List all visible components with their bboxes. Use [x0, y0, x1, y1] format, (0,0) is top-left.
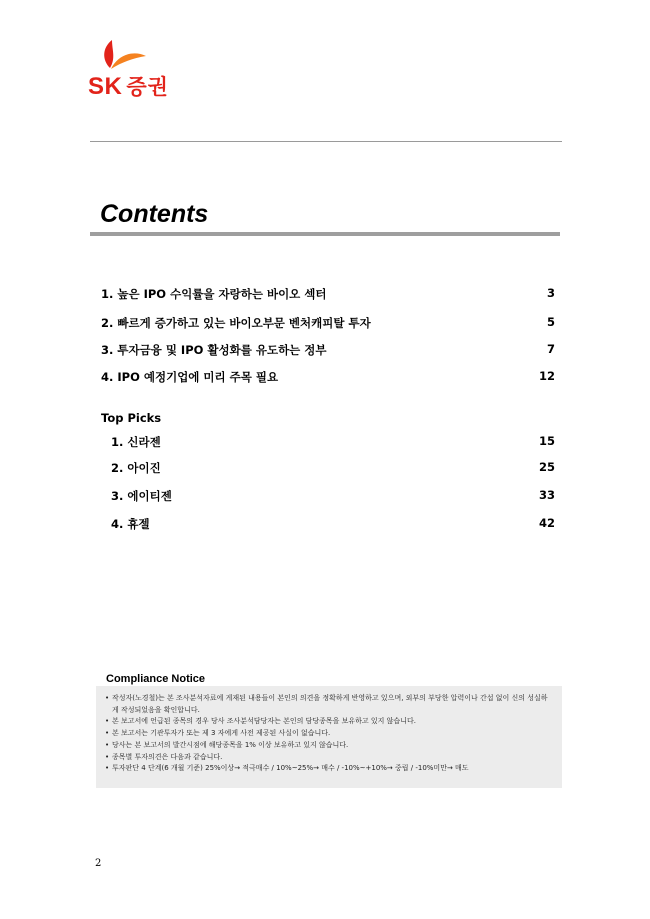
toc-item[interactable] [101, 342, 555, 358]
toc-item-page: 12 [538, 369, 555, 383]
toc-item[interactable] [101, 286, 555, 302]
title-underline [90, 232, 560, 236]
top-pick-page: 33 [538, 488, 555, 502]
sk-logo [88, 38, 188, 100]
header-divider [90, 141, 562, 142]
top-pick-page: 42 [538, 516, 555, 530]
top-pick-label: 1. 신라젠 [111, 435, 161, 449]
top-pick-label: 4. 휴젤 [111, 517, 150, 531]
compliance-title: Compliance Notice [106, 673, 206, 685]
compliance-notice-box [96, 686, 562, 788]
toc-item-label: 1. 높은 IPO 수익률을 자랑하는 바이오 섹터 [101, 287, 327, 301]
toc-item[interactable] [101, 369, 555, 385]
toc-item-label: 4. IPO 예정기업에 미리 주목 필요 [101, 370, 279, 384]
top-pick-label: 3. 에이티젠 [111, 489, 172, 503]
butterfly-logo-icon [88, 38, 148, 72]
top-pick-item[interactable] [101, 488, 555, 504]
toc-item-label: 3. 투자금융 및 IPO 활성화를 유도하는 정부 [101, 343, 327, 357]
top-pick-item[interactable] [101, 434, 555, 450]
page-title: Contents [100, 200, 209, 228]
toc-item-page: 7 [546, 342, 555, 356]
top-pick-page: 25 [538, 460, 555, 474]
toc-item-page: 3 [546, 286, 555, 300]
compliance-item: • 본 보고서는 기관투자가 또는 제 3 자에게 사전 제공된 사실이 없습니다. [105, 728, 554, 740]
toc-item-page: 5 [546, 315, 555, 329]
top-pick-item[interactable] [101, 516, 555, 532]
top-pick-label: 2. 아이진 [111, 461, 161, 475]
logo-text [88, 71, 169, 101]
logo-text-korean: 증권 [126, 76, 169, 99]
top-picks-heading: Top Picks [101, 411, 162, 425]
compliance-item: • 당사는 본 보고서의 발간시점에 해당종목을 1% 이상 보유하고 있지 않습니다. [105, 740, 554, 752]
compliance-list [96, 686, 562, 775]
compliance-item: • 본 보고서에 언급된 종목의 경우 당사 조사분석담당자는 본인의 담당종목을 보유하고 있지 않습니다. [105, 716, 554, 728]
top-pick-page: 15 [538, 434, 555, 448]
compliance-item: • 작성자(노경철)는 본 조사분석자료에 게재된 내용들이 본인의 의견을 정확하게 반영하고 있으며, 외부의 부당한 압력이나 간섭 없이 신의 성실하게 작성되었음을 확인합니다. [105, 693, 554, 716]
logo-text-sk: SK [88, 73, 123, 100]
compliance-item: • 투자판단 4 단계(6 개월 기준) 25%이상→ 적극매수 / 10%~25%→ 매수 / -10%~+10%→ 중립 / -10%미만→ 매도 [105, 763, 554, 775]
toc-item-label: 2. 빠르게 증가하고 있는 바이오부문 벤처캐피탈 투자 [101, 316, 371, 330]
toc-item[interactable] [101, 315, 555, 331]
page-number: 2 [95, 858, 102, 869]
compliance-item: • 종목별 투자의견은 다음과 같습니다. [105, 752, 554, 764]
top-pick-item[interactable] [101, 460, 555, 476]
